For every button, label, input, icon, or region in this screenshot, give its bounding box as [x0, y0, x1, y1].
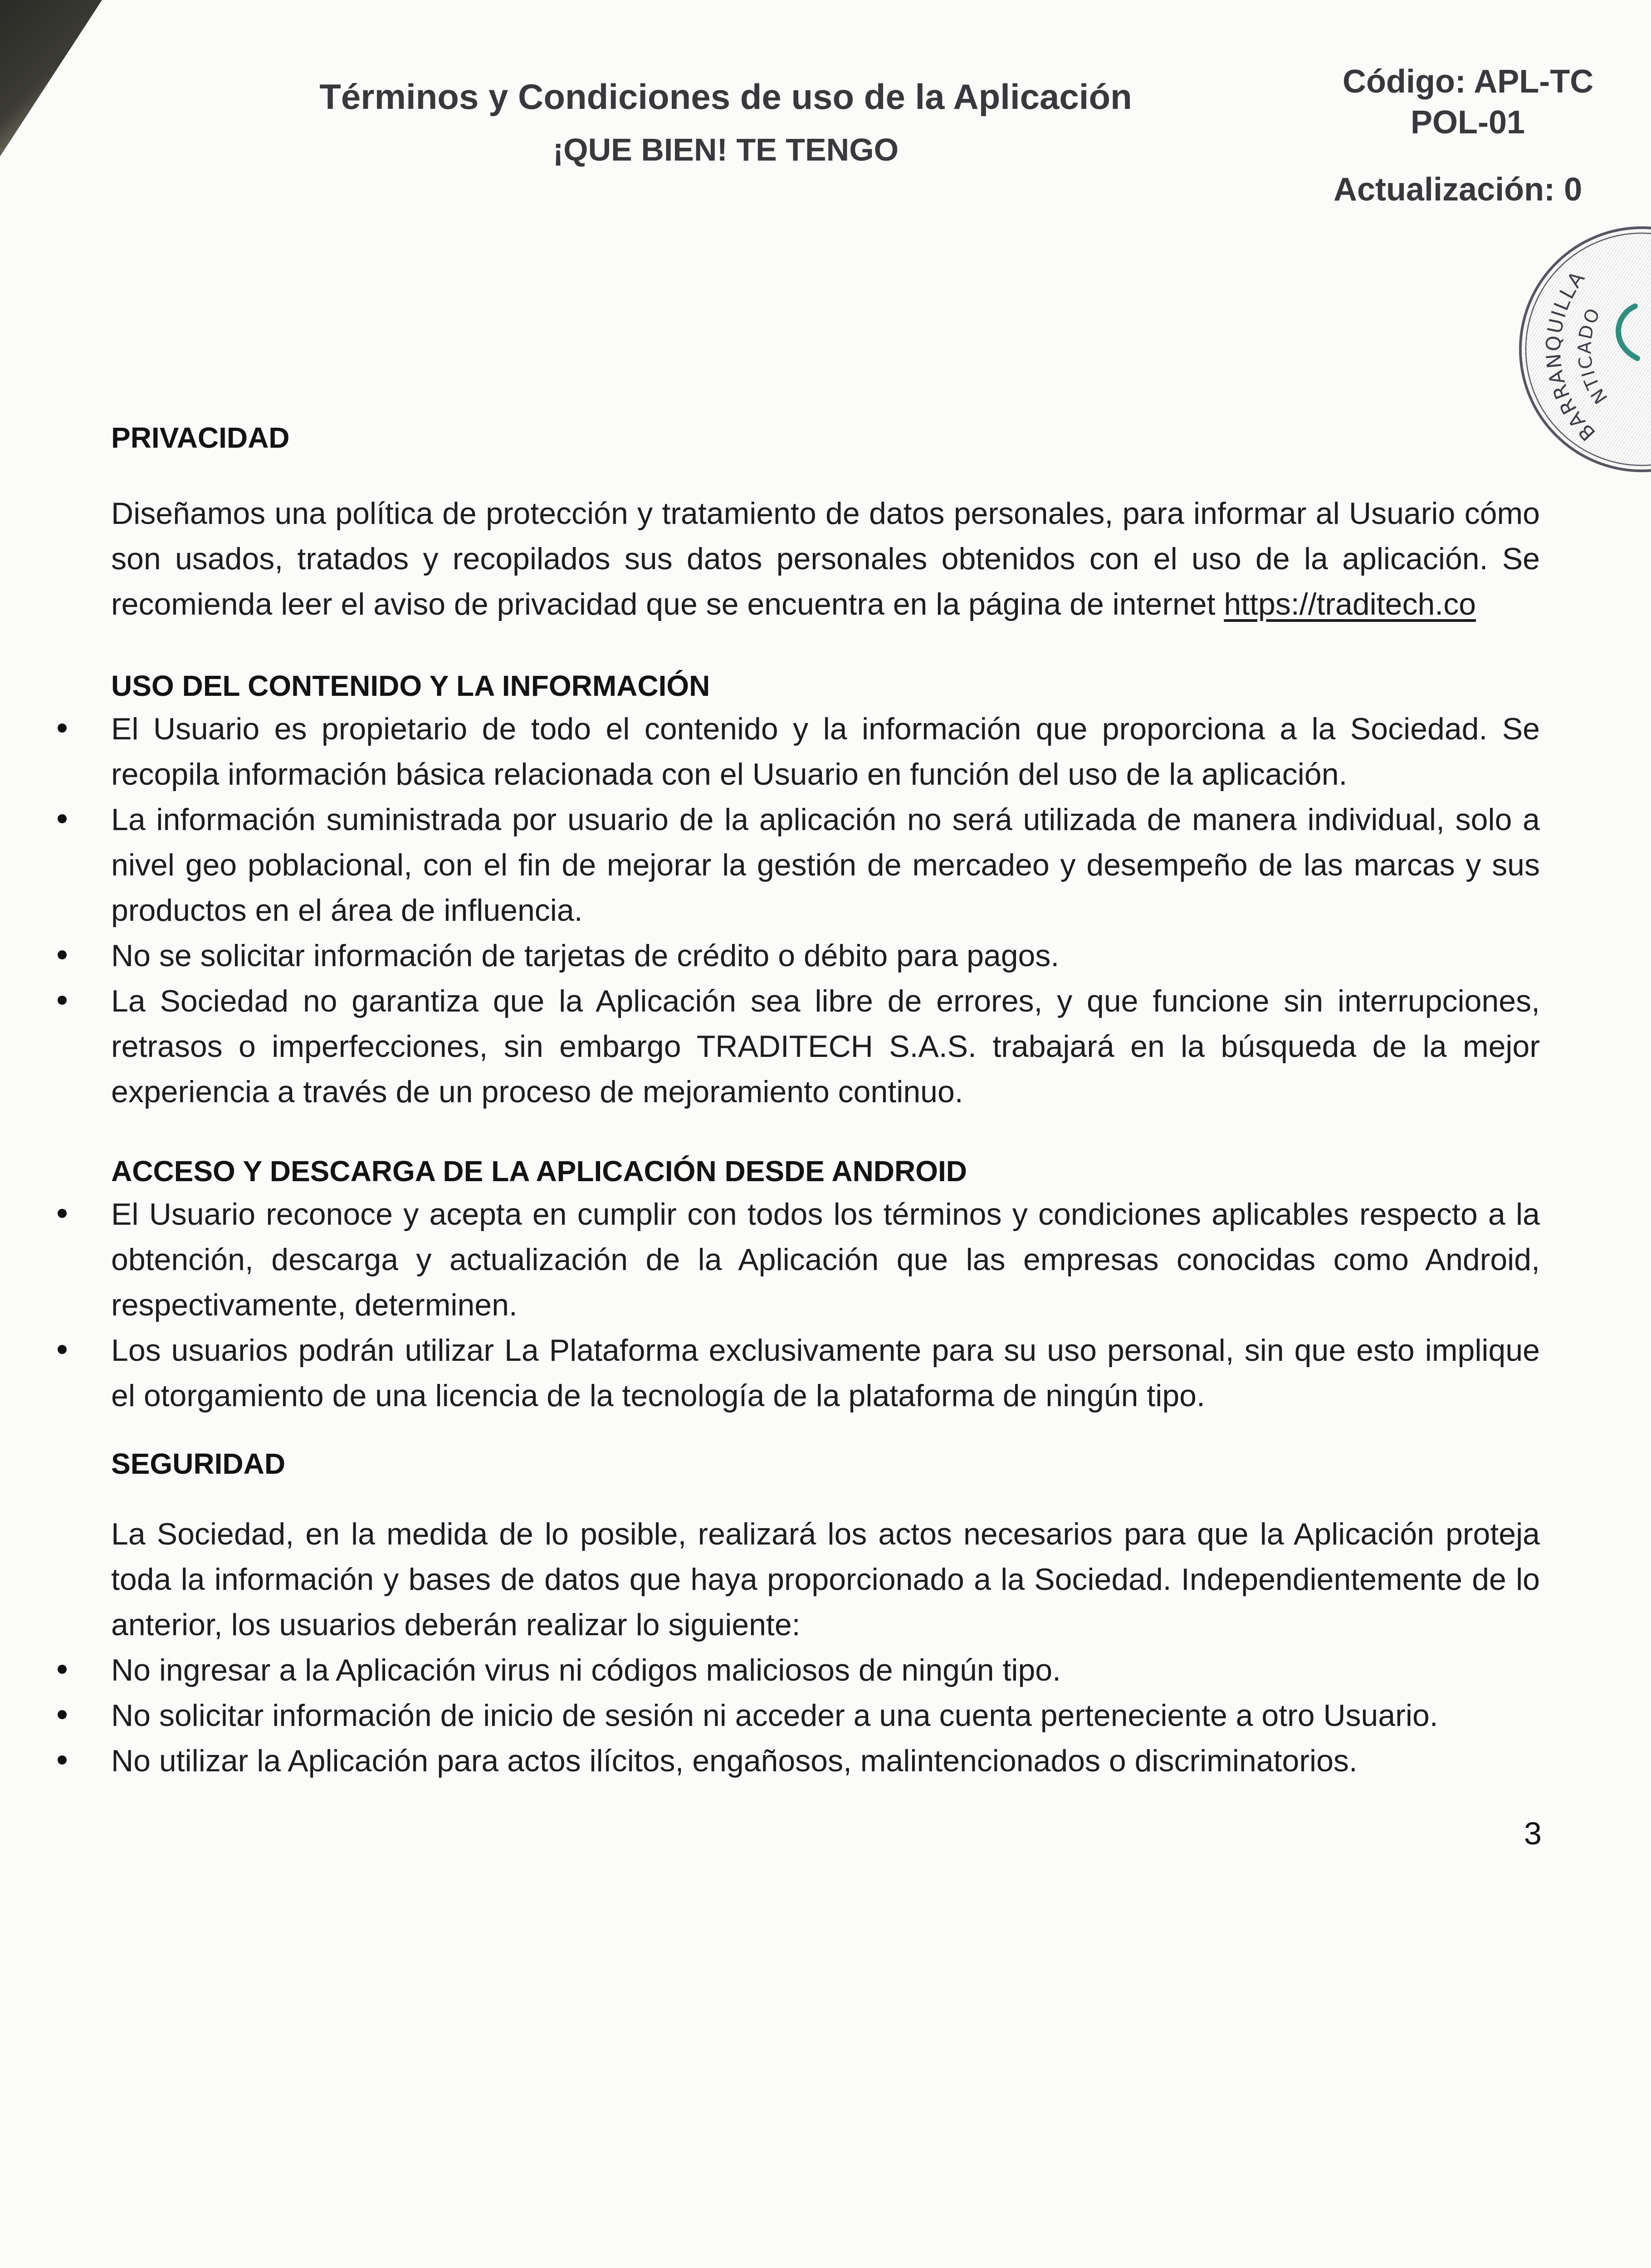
bullet-icon	[58, 1755, 67, 1765]
list-item	[111, 1328, 1540, 1418]
list-item-text: Los usuarios podrán utilizar La Plataforma exclusivamente para su uso personal, sin que esto implique el otorgamiento de una licencia de la tecnología de la plataforma de ningún tipo.	[111, 1333, 1540, 1413]
document-code-suffix: POL-01	[1411, 104, 1525, 141]
list-item-text: No ingresar a la Aplicación virus ni códigos maliciosos de ningún tipo.	[111, 1653, 1061, 1687]
section-heading-security: SEGURIDAD	[111, 1447, 286, 1480]
list-item	[111, 1647, 1540, 1693]
list-item-text: No se solicitar información de tarjetas de crédito o débito para pagos.	[111, 938, 1060, 973]
list-item	[111, 933, 1540, 978]
document-code-block	[1334, 61, 1651, 210]
notary-seal-stamp	[1506, 213, 1651, 485]
seal-outer-text: BARRANQUILLA	[1542, 266, 1600, 445]
bullet-icon	[58, 1345, 67, 1354]
section-heading-content-use: USO DEL CONTENIDO Y LA INFORMACIÓN	[111, 670, 710, 702]
list-item	[111, 1693, 1540, 1738]
document-body	[0, 417, 1651, 1784]
page-number: 3	[1524, 1816, 1542, 1851]
list-item	[111, 1738, 1540, 1784]
privacy-paragraph	[111, 491, 1540, 627]
list-item-text: No solicitar información de inicio de sesión ni acceder a una cuenta perteneciente a otro Usuario.	[111, 1698, 1438, 1733]
security-paragraph: La Sociedad, en la medida de lo posible, realizará los actos necesarios para que la Aplicación proteja toda la información y bases de datos que haya proporcionado a la Sociedad. Independientemente de lo anterior, los usuarios deberán realizar lo siguiente:	[111, 1517, 1540, 1642]
document-footer	[0, 1784, 1651, 1901]
android-access-list	[111, 1192, 1540, 1418]
list-item-text: La información suministrada por usuario de la aplicación no será utilizada de manera individual, solo a nivel geo poblacional, con el fin de mejorar la gestión de mercadeo y desempeño de las marcas y sus productos en el área de influencia.	[111, 802, 1540, 928]
bullet-icon	[58, 1209, 67, 1218]
privacy-text: Diseñamos una política de protección y tratamiento de datos personales, para informar al Usuario cómo son usados, tratados y recopilados sus datos personales obtenidos con el uso de la aplicación. Se recomienda leer el aviso de privacidad que se encuentra en la página de internet	[111, 496, 1540, 621]
list-item	[111, 1192, 1540, 1328]
document-update-version: Actualización: 0	[1334, 171, 1583, 208]
bullet-icon	[58, 950, 67, 959]
document-title: Términos y Condiciones de uso de la Aplicación	[319, 77, 1132, 117]
list-item-text: El Usuario es propietario de todo el contenido y la información que proporciona a la Sociedad. Se recopila información básica relacionada con el Usuario en función del uso de la aplicación.	[111, 712, 1540, 792]
section-heading-privacy: PRIVACIDAD	[111, 421, 290, 454]
document-code: Código: APL-TC	[1343, 64, 1594, 100]
seal-inner-text: NTICADO	[1574, 304, 1612, 408]
bullet-icon	[58, 814, 67, 823]
list-item-text: El Usuario reconoce y acepta en cumplir con todos los términos y condiciones aplicables respecto a la obtención, descarga y actualización de la Aplicación que las empresas conocidas como Android, respectivamente, determinen.	[111, 1197, 1540, 1322]
list-item	[111, 706, 1540, 797]
app-name-subtitle: ¡QUE BIEN! TE TENGO	[552, 132, 899, 167]
bullet-icon	[58, 1665, 67, 1674]
bullet-icon	[58, 996, 67, 1005]
section-heading-android-access: ACCESO Y DESCARGA DE LA APLICACIÓN DESDE ANDROID	[111, 1155, 967, 1188]
security-list	[111, 1647, 1540, 1784]
list-item	[111, 978, 1540, 1114]
list-item	[111, 797, 1540, 933]
list-item-text: La Sociedad no garantiza que la Aplicación sea libre de errores, y que funcione sin interrupciones, retrasos o imperfecciones, sin embargo TRADITECH S.A.S. trabajará en la búsqueda de la mejor experiencia a través de un proceso de mejoramiento continuo.	[111, 984, 1540, 1109]
bullet-icon	[58, 1710, 67, 1719]
bullet-icon	[58, 723, 67, 733]
list-item-text: No utilizar la Aplicación para actos ilícitos, engañosos, malintencionados o discriminatorios.	[111, 1744, 1358, 1778]
privacy-policy-link[interactable]: https://traditech.co	[1224, 587, 1476, 621]
content-use-list	[111, 706, 1540, 1114]
